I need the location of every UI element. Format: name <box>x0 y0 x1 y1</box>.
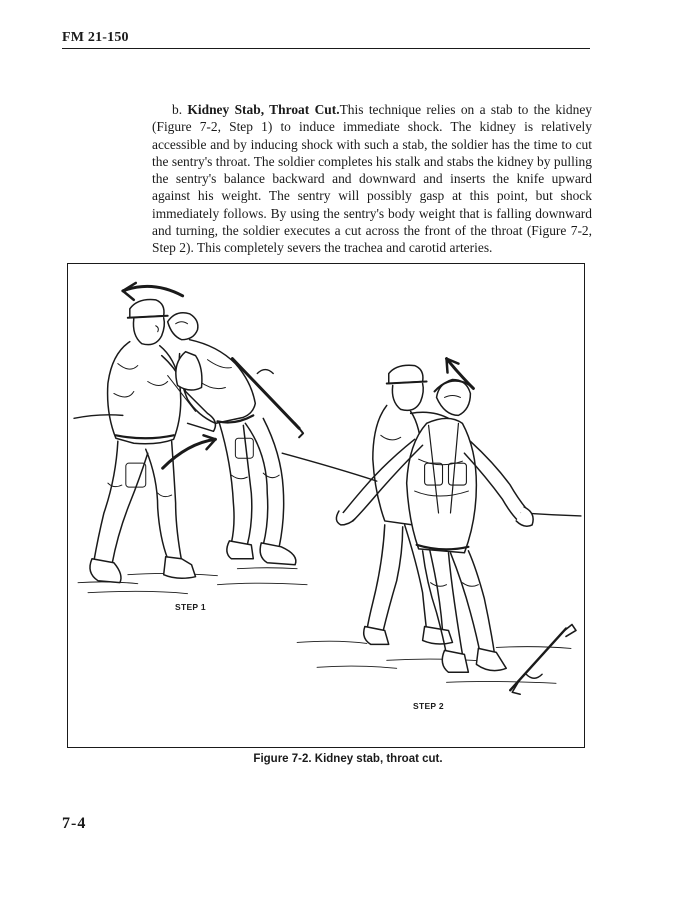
step1-label: STEP 1 <box>175 602 206 612</box>
paragraph-run-in-title: Kidney Stab, Throat Cut. <box>187 102 340 117</box>
header-rule <box>62 48 590 49</box>
motion-arrow-step1-top <box>123 283 183 300</box>
page-number: 7-4 <box>62 815 87 832</box>
paragraph-prefix: b. <box>172 102 188 117</box>
step1-sentry <box>168 313 303 565</box>
paragraph-text: This technique relies on a stab to the kidney (Figure 7-2, Step 1) to induce immediate shock. The kidney is relatively accessible and by inducing shock with such a stab, the soldier has the time to cut the sentry's throat. The soldier completes his stalk and stabs the kidney by pulling the sentry's balance backward and downward and inserts the knife upward against his weight. The sentry will possibly gasp at this point, but shock immediately follows. By using the sentry's body weight that is falling downward and turning, the soldier executes a cut across the front of the throat (Figure 7-2, Step 2). This completely severs the trachea and carotid arteries. <box>152 102 593 256</box>
step2-label: STEP 2 <box>413 701 444 711</box>
motion-lines <box>74 415 581 516</box>
figure-caption: Figure 7-2. Kidney stab, throat cut. <box>253 753 443 765</box>
figure-frame <box>67 263 585 748</box>
manual-id: FM 21-150 <box>62 30 129 45</box>
dropped-rifle <box>510 625 576 695</box>
body-paragraph <box>152 101 592 257</box>
figure-illustration <box>68 264 584 747</box>
